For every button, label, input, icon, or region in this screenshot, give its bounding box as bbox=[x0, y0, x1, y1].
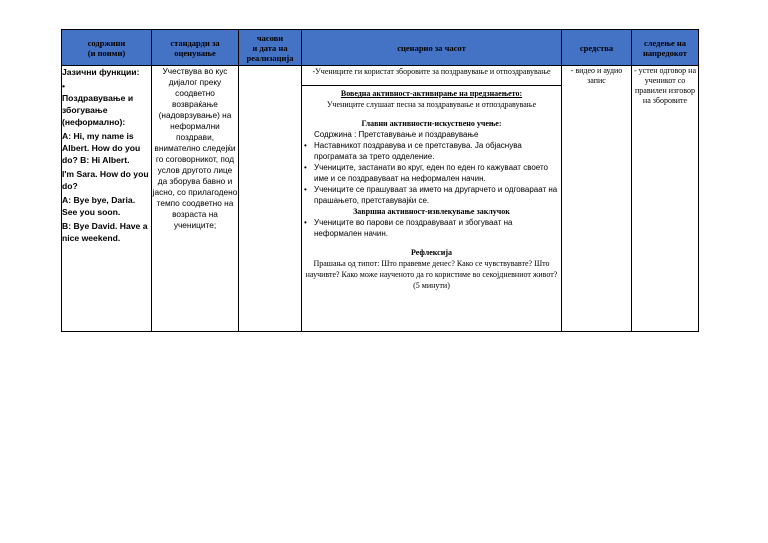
resources-text: - видео и аудио запис bbox=[570, 66, 623, 85]
main-item: • Учениците, застанати во круг, еден по еден го кажуваат своето име и се поздравуваат на неформален начин. bbox=[314, 162, 561, 184]
content-line: A: Hi, my name is Albert. How do you do? B: Hi Albert. bbox=[62, 131, 141, 165]
main-item: • Учениците се прашуваат за името на другарчето и одговараат на прашањето, претставувајќи се. bbox=[314, 184, 561, 206]
standards-cell bbox=[152, 66, 239, 332]
content-line: I'm Sara. How do you do? bbox=[62, 169, 149, 191]
content-cell bbox=[62, 66, 152, 332]
intro-text: Учениците слушаат песна за поздравување и отпоздравување bbox=[326, 100, 537, 109]
scenario-cell bbox=[302, 66, 562, 332]
body-row bbox=[62, 66, 699, 332]
content-line: Јазични функции: bbox=[62, 67, 140, 77]
final-title: Завршна активност-извлекување заклучок bbox=[353, 207, 510, 216]
scenario-top: -Учениците ги користат зборовите за поздравување и отпоздравување bbox=[312, 67, 551, 76]
resources-cell bbox=[562, 66, 632, 332]
final-item: • Учениците во парови се поздравуваат и збогуваат на неформален начин. bbox=[314, 217, 561, 239]
standards-text: Учествува во кус дијалог преку соодветно возвраќање (надоврзување) на неформални поздрави, внимателно следејќи го соговорникот, под услов другото лице да зборува бавно и јасно, со прилагодено темпо соодветно на возраста на учениците; bbox=[152, 66, 238, 230]
main-sub: Содржина : Претставување и поздравување bbox=[314, 130, 479, 139]
header-hours: часови и дата на реализација bbox=[239, 30, 302, 66]
hours-cell bbox=[239, 66, 302, 332]
content-line: Поздравување и збогување (неформално): bbox=[62, 93, 134, 127]
header-progress: следење на напредокот bbox=[632, 30, 699, 66]
reflection-title: Рефлексија bbox=[410, 248, 453, 257]
header-scenario: сценарио за часот bbox=[302, 30, 562, 66]
header-content: содржини (и поими) bbox=[62, 30, 152, 66]
lesson-plan-table bbox=[61, 29, 699, 332]
main-items-list bbox=[302, 140, 561, 206]
divider bbox=[302, 85, 561, 86]
header-resources: средства bbox=[562, 30, 632, 66]
content-line: B: Bye David. Have a nice weekend. bbox=[62, 221, 148, 243]
header-standards: стандарди за оценување bbox=[152, 30, 239, 66]
content-bullet: • bbox=[62, 81, 66, 91]
main-title: Главни активности-искуствено учење: bbox=[361, 119, 502, 128]
main-item: • Наставникот поздравува и се претставува. Ја објаснува програмата за трето одделение. bbox=[314, 140, 561, 162]
reflection-text: Прашања од типот: Што правевме денес? Како се чувствувавте? Што научивте? Како може наученото да го користиме во секојдневниот живот? (5 минути) bbox=[305, 259, 558, 290]
content-line: A: Bye bye, Daria. See you soon. bbox=[62, 195, 136, 217]
intro-title: Воведна активност-активирање на предзнаењето: bbox=[340, 89, 523, 98]
progress-text: - устен одговор на ученикот со правилен изговор на зборовите bbox=[633, 66, 697, 105]
header-row bbox=[62, 30, 699, 66]
final-items-list bbox=[302, 217, 561, 239]
progress-cell bbox=[632, 66, 699, 332]
